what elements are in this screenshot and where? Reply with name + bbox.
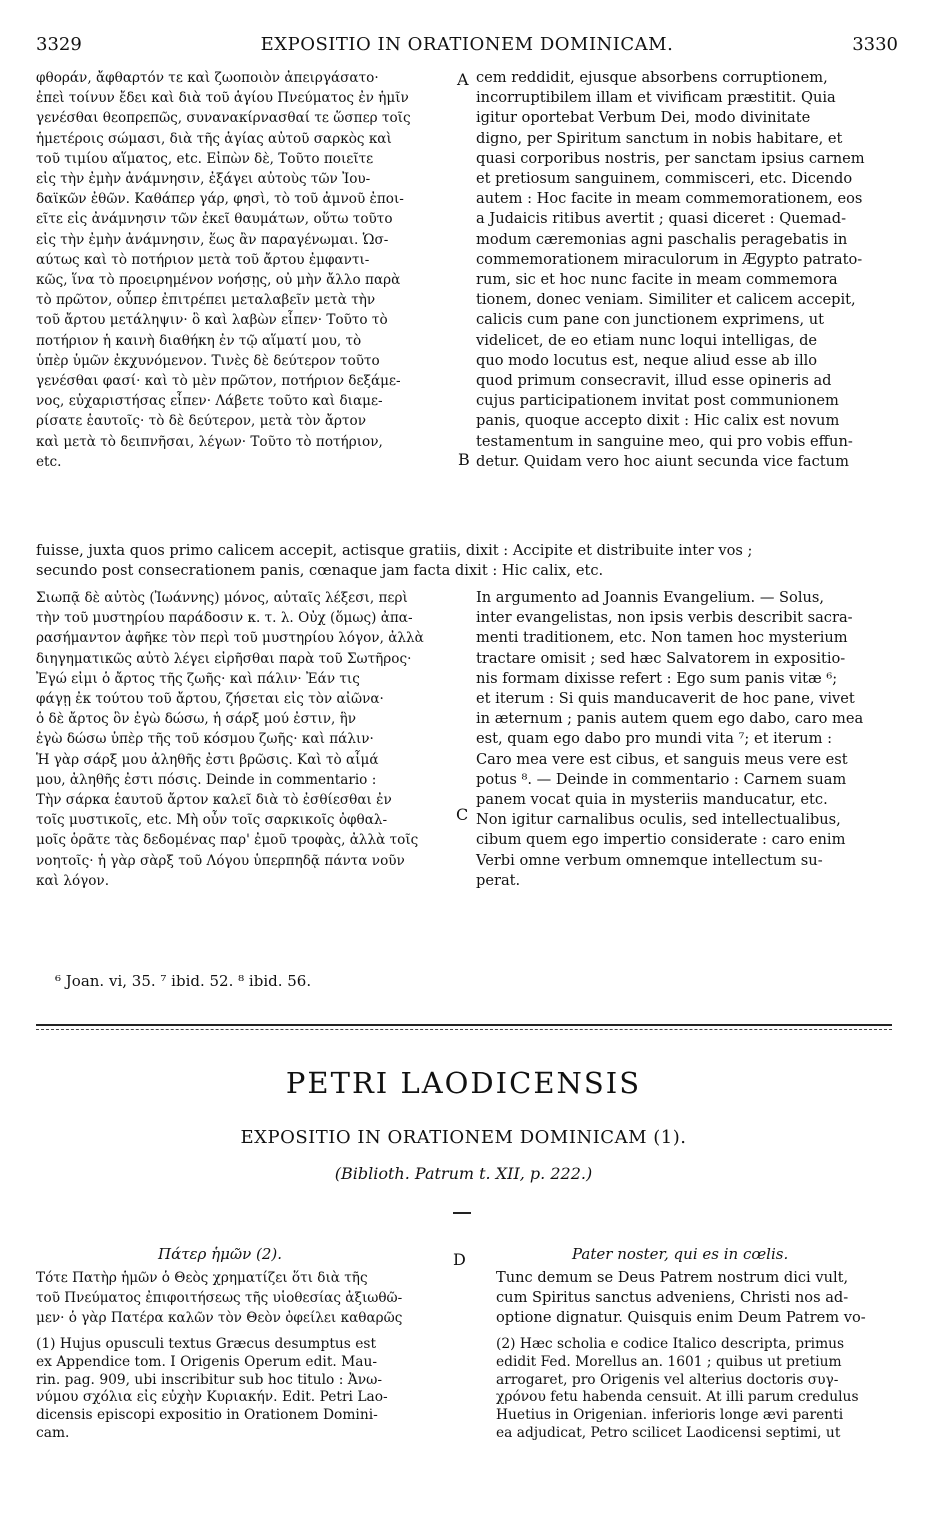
greek-text-line: τοῦ τιμίου αἵματος, etc. Εἰπὼν δὲ, Τοῦτο ποιεῖτε xyxy=(36,150,374,167)
latin-text-line: a Judaicis ritibus avertit ; quasi diceret : Quemad- xyxy=(476,210,847,228)
latin-text-line: incorruptibilem illam et vivificam præstitit. Quia xyxy=(476,89,836,107)
latin-text-line: Non igitur carnalibus oculis, sed intellectualibus, xyxy=(476,811,841,829)
greek-text-line: αύτως καὶ τὸ ποτήριον μετὰ τοῦ ἄρτου ἐμφαντι- xyxy=(36,251,370,268)
greek-column-top xyxy=(36,68,456,472)
greek-text-line: etc. xyxy=(36,453,62,470)
latin-text-line: panem vocat quia in mysteriis manducatur, etc. xyxy=(476,791,828,809)
latin-text-line: calicis cum pane con junctionem exprimens, ut xyxy=(476,311,825,329)
greek-text-line: κῶς, ἵνα τὸ προειρημένον νοήσῃς, οὐ μὴν ἄλλο παρὰ xyxy=(36,272,401,289)
latin-text-line: et iterum : Si quis manducaverit de hoc pane, vivet xyxy=(476,690,855,708)
greek-text-line: ἡμετέροις σώμασι, διὰ τῆς ἁγίας αὐτοῦ σαρκὸς καὶ xyxy=(36,130,392,147)
column-number-right: 3330 xyxy=(852,34,898,55)
latin-text-line: inter evangelistas, non ipsis verbis describit sacra- xyxy=(476,609,853,627)
latin-text-line: potus ⁸. — Deinde in commentario : Carnem suam xyxy=(476,770,847,788)
footnote-right xyxy=(496,1336,892,1443)
latin-text-line: panis, quoque accepto dixit : Hic calix est novum xyxy=(476,412,840,430)
greek-text-line: φάγῃ ἐκ τούτου τοῦ ἄρτου, ζήσεται εἰς τὸν αἰῶνα· xyxy=(36,691,384,708)
greek-text-line: νοητοῖς· ἡ γὰρ σὰρξ τοῦ Λόγου ὑπερπηδᾷ πάντα νοῦν xyxy=(36,852,405,869)
greek-text-line: δαϊκῶν ἐθῶν. Καθάπερ γάρ, φησὶ, τὸ τοῦ ἀμνοῦ ἐποι- xyxy=(36,191,404,208)
running-header xyxy=(36,34,898,56)
scripture-footnotes: ⁶ Joan. vi, 35. ⁷ ibid. 52. ⁸ ibid. 56. xyxy=(55,972,312,990)
marker-c: C xyxy=(456,805,469,824)
running-title: EXPOSITIO IN ORATIONEM DOMINICAM. xyxy=(260,34,674,55)
latin-text-line: secundo post consecrationem panis, cœnaque jam facta dixit : Hic calix, etc. xyxy=(36,562,604,580)
footnote-line: edidit Fed. Morellus an. 1601 ; quibus ut pretium xyxy=(496,1353,842,1370)
greek-text-line: τὸ πρῶτον, οὗπερ ἐπιτρέπει μεταλαβεῖν μετὰ τὴν xyxy=(36,292,376,309)
latin-text-line: Verbi omne verbum omnemque intellectum su- xyxy=(476,851,823,869)
footnote-line: ea adjudicat, Petro scilicet Laodicensi septimi, ut xyxy=(496,1424,841,1441)
latin-text-line: Caro mea vere est cibus, et sanguis meus vere est xyxy=(476,750,848,768)
greek-text-line: γενέσθαι θεοπρεπῶς, συνανακίρνασθαί τε ὥσπερ τοῖς xyxy=(36,110,411,127)
latin-text-line: cem reddidit, ejusque absorbens corruptionem, xyxy=(476,69,828,86)
latin-text-line: cujus participationem invitat post communionem xyxy=(476,392,839,410)
footnote-left xyxy=(36,1336,456,1443)
section-title: PETRI LAODICENSIS xyxy=(285,1066,642,1100)
greek-text-line: Ἡ γὰρ σάρξ μου ἀληθῆς ἐστι βρῶσις. Καὶ τὸ αἷμά xyxy=(36,751,379,768)
latin-text-line: tionem, donec veniam. Similiter et calicem accepit, xyxy=(476,291,856,309)
greek-column-middle xyxy=(36,588,456,891)
greek-text-line: ποτήριον ἡ καινὴ διαθήκη ἐν τῷ αἵματί μου, τὸ xyxy=(36,332,362,349)
latin-text-line: autem : Hoc facite in meam commemorationem, eos xyxy=(476,190,863,208)
latin-text-line: testamentum in sanguine meo, qui pro vobis effun- xyxy=(476,432,853,450)
greek-text-line: Ἐγώ εἰμι ὁ ἄρτος τῆς ζωῆς· καὶ πάλιν· Ἐάν τις xyxy=(36,670,360,687)
latin-text-line: digno, per Spiritum sanctum in nobis habitare, et xyxy=(476,129,843,147)
greek-text-line: Τὴν σάρκα ἑαυτοῦ ἄρτον καλεῖ διὰ τὸ ἐσθίεσθαι ἐν xyxy=(36,792,392,809)
footnote-line: dicensis episcopi expositio in Orationem Domini- xyxy=(36,1407,378,1424)
greek-text-line: τοῦ ἄρτου μετάληψιν· ὃ καὶ λαβὼν εἶπεν· Τοῦτο τὸ xyxy=(36,312,388,329)
latin-text-line: quod primum consecravit, illud esse opineris ad xyxy=(476,372,832,390)
section-subtitle: EXPOSITIO IN ORATIONEM DOMINICAM (1). xyxy=(240,1127,687,1148)
latin-text-line: igitur oportebat Verbum Dei, modo divinitate xyxy=(476,109,811,127)
greek-text-line: ὁ δὲ ἄρτος ὃν ἐγὼ δώσω, ἡ σάρξ μού ἐστιν, ἣν xyxy=(36,711,357,728)
greek-text-line: νος, εὐχαριστήσας εἶπεν· Λάβετε τοῦτο καὶ διαμε- xyxy=(36,393,383,410)
greek-text-line: Σιωπᾷ δὲ αὐτὸς (Ἰωάννης) μόνος, αὐταῖς λέξεσι, περὶ xyxy=(36,590,408,606)
greek-text-line: μοῖς ὁρᾶτε τὰς δεδομένας παρ' ἐμοῦ τροφὰς, ἀλλὰ τοῖς xyxy=(36,832,419,849)
latin-text-line: commemorationem miraculorum in Ægypto patrato- xyxy=(476,250,863,268)
latin-text-line: In argumento ad Joannis Evangelium. — Solus, xyxy=(476,589,825,606)
latin-text-line: nis formam dixisse refert : Ego sum panis vitæ ⁶; xyxy=(476,669,838,687)
latin-text-line: rum, sic et hoc nunc facite in meam commemora xyxy=(476,271,838,289)
latin-text-line: cum Spiritus sanctus adveniens, Christi nos ad- xyxy=(496,1289,849,1307)
greek-text-line: ἐγὼ δώσω ὑπὲρ τῆς τοῦ κόσμου ζωῆς· καὶ πάλιν· xyxy=(36,731,374,748)
greek-text-line: Τότε Πατὴρ ἡμῶν ὁ Θεὸς χρηματίζει ὅτι διὰ τῆς xyxy=(36,1270,368,1286)
latin-column-top xyxy=(476,68,892,472)
greek-text-line: γενέσθαι φασί· καὶ τὸ μὲν πρῶτον, ποτήριον δεξάμε- xyxy=(36,373,401,390)
greek-text-line: ρίσατε ἑαυτοῖς· τὸ δὲ δεύτερον, μετὰ τὸν ἄρτον xyxy=(36,413,366,430)
footnote-line: arrogaret, pro Origenis vel alterius doctoris συγ- xyxy=(496,1371,839,1388)
greek-text-line: μεν· ὁ γὰρ Πατέρα καλῶν τὸν Θεὸν ὀφείλει καθαρῶς xyxy=(36,1310,403,1327)
latin-column-bottom xyxy=(496,1268,892,1329)
greek-text-line: εἰς τὴν ἐμὴν ἀνάμνησιν, ἕως ἂν παραγένωμαι. Ὡσ- xyxy=(36,231,389,248)
marker-a: A xyxy=(457,70,469,89)
greek-text-line: διηγηματικῶς αὐτὸ λέγει εἰρῆσθαι παρὰ τοῦ Σωτῆρος· xyxy=(36,650,412,667)
greek-text-line: μου, ἀληθῆς ἐστι πόσις. Deinde in commentario : xyxy=(36,771,377,788)
latin-text-line: cibum quem ego impertio considerate : caro enim xyxy=(476,831,846,849)
latin-text-line: perat. xyxy=(476,871,521,889)
section-source: (Biblioth. Patrum t. XII, p. 222.) xyxy=(334,1164,593,1183)
full-width-lines xyxy=(36,541,898,581)
footnote-line: χρόνου fetu habenda censuit. At illi parum credulus xyxy=(496,1389,859,1406)
latin-text-line: fuisse, juxta quos primo calicem accepit, actisque gratiis, dixit : Accipite et distribuite inter vos ; xyxy=(36,542,753,559)
latin-text-line: menti traditionem, etc. Non tamen hoc mysterium xyxy=(476,629,848,647)
greek-text-line: ἐπεὶ τοίνυν ἔδει καὶ διὰ τοῦ ἁγίου Πνεύματος ἐν ἡμῖν xyxy=(36,90,409,107)
marker-b: B xyxy=(458,450,470,469)
column-number-left: 3329 xyxy=(36,34,82,55)
greek-text-line: εῖτε εἰς ἀνάμνησιν τῶν ἐκεῖ θαυμάτων, οὕτω τοῦτο xyxy=(36,211,393,228)
latin-text-line: Tunc demum se Deus Patrem nostrum dici vult, xyxy=(496,1269,849,1286)
divider-rule-dashed xyxy=(36,1029,892,1030)
latin-text-line: est, quam ego dabo pro mundi vita ⁷; et iterum : xyxy=(476,730,833,748)
latin-text-line: et pretiosum sanguinem, commisceri, etc. Dicendo xyxy=(476,170,853,188)
greek-text-line: τοῦ Πνεύματος ἐπιφοιτήσεως τῆς υἱοθεσίας ἀξιωθῶ- xyxy=(36,1290,403,1307)
subheading-latin: Pater noster, qui es in cœlis. xyxy=(572,1245,789,1263)
greek-text-line: καὶ μετὰ τὸ δειπνῆσαι, λέγων· Τοῦτο τὸ ποτήριον, xyxy=(36,433,383,450)
latin-text-line: videlicet, de eo etiam nunc loqui intelligas, de xyxy=(476,331,818,349)
latin-text-line: tractare omisit ; sed hæc Salvatorem in expositio- xyxy=(476,649,846,667)
footnote-line: ex Appendice tom. I Origenis Operum edit. Mau- xyxy=(36,1353,378,1370)
greek-text-line: ὑπὲρ ὑμῶν ἐκχυνόμενον. Τινὲς δὲ δεύτερον τοῦτο xyxy=(36,352,380,369)
latin-text-line: modum cæremonias agni paschalis peragebatis in xyxy=(476,230,848,248)
footnote-line: (1) Hujus opusculi textus Græcus desumptus est xyxy=(36,1336,377,1352)
greek-text-line: τὴν τοῦ μυστηρίου παράδοσιν κ. τ. λ. Οὐχ (ὅμως) ἀπα- xyxy=(36,610,413,627)
footnote-line: (2) Hæc scholia e codice Italico descripta, primus xyxy=(496,1336,845,1352)
latin-text-line: optione dignatur. Quisquis enim Deum Patrem vo- xyxy=(496,1309,866,1327)
footnote-line: rin. pag. 909, ubi inscribitur sub hoc titulo : Ἀνω- xyxy=(36,1371,382,1388)
greek-column-bottom xyxy=(36,1268,456,1329)
short-divider xyxy=(453,1212,471,1214)
divider-rule xyxy=(36,1024,892,1026)
footnote-line: cam. xyxy=(36,1424,70,1441)
marker-d: D xyxy=(453,1250,466,1269)
latin-text-line: in æternum ; panis autem quem ego dabo, caro mea xyxy=(476,710,864,728)
latin-column-middle xyxy=(476,588,892,891)
greek-text-line: καὶ λόγον. xyxy=(36,872,110,889)
latin-text-line: detur. Quidam vero hoc aiunt secunda vice factum xyxy=(476,452,849,470)
subheading-greek: Πάτερ ἡμῶν (2). xyxy=(158,1245,283,1263)
greek-text-line: ρασήμαντον ἀφῆκε τὸν περὶ τοῦ μυστηρίου λόγον, ἀλλὰ xyxy=(36,630,424,647)
greek-text-line: τοῖς μυστικοῖς, etc. Μὴ οὖν τοῖς σαρκικοῖς ὀφθαλ- xyxy=(36,812,388,829)
footnote-line: Huetius in Origenian. inferioris longe ævi parenti xyxy=(496,1407,844,1424)
latin-text-line: quo modo locutus est, neque aliud esse ab illo xyxy=(476,351,818,369)
latin-text-line: quasi corporibus nostris, per sanctam ipsius carnem xyxy=(476,149,865,167)
footnote-line: νύμου σχόλια εἰς εὐχὴν Κυριακήν. Edit. Petri Lao- xyxy=(36,1389,388,1406)
greek-text-line: φθοράν, ἄφθαρτόν τε καὶ ζωοποιὸν ἀπειργάσατο· xyxy=(36,70,379,86)
greek-text-line: εἰς τὴν ἐμὴν ἀνάμνησιν, ἐξάγει αὐτοὺς τῶν Ἰου- xyxy=(36,171,371,188)
